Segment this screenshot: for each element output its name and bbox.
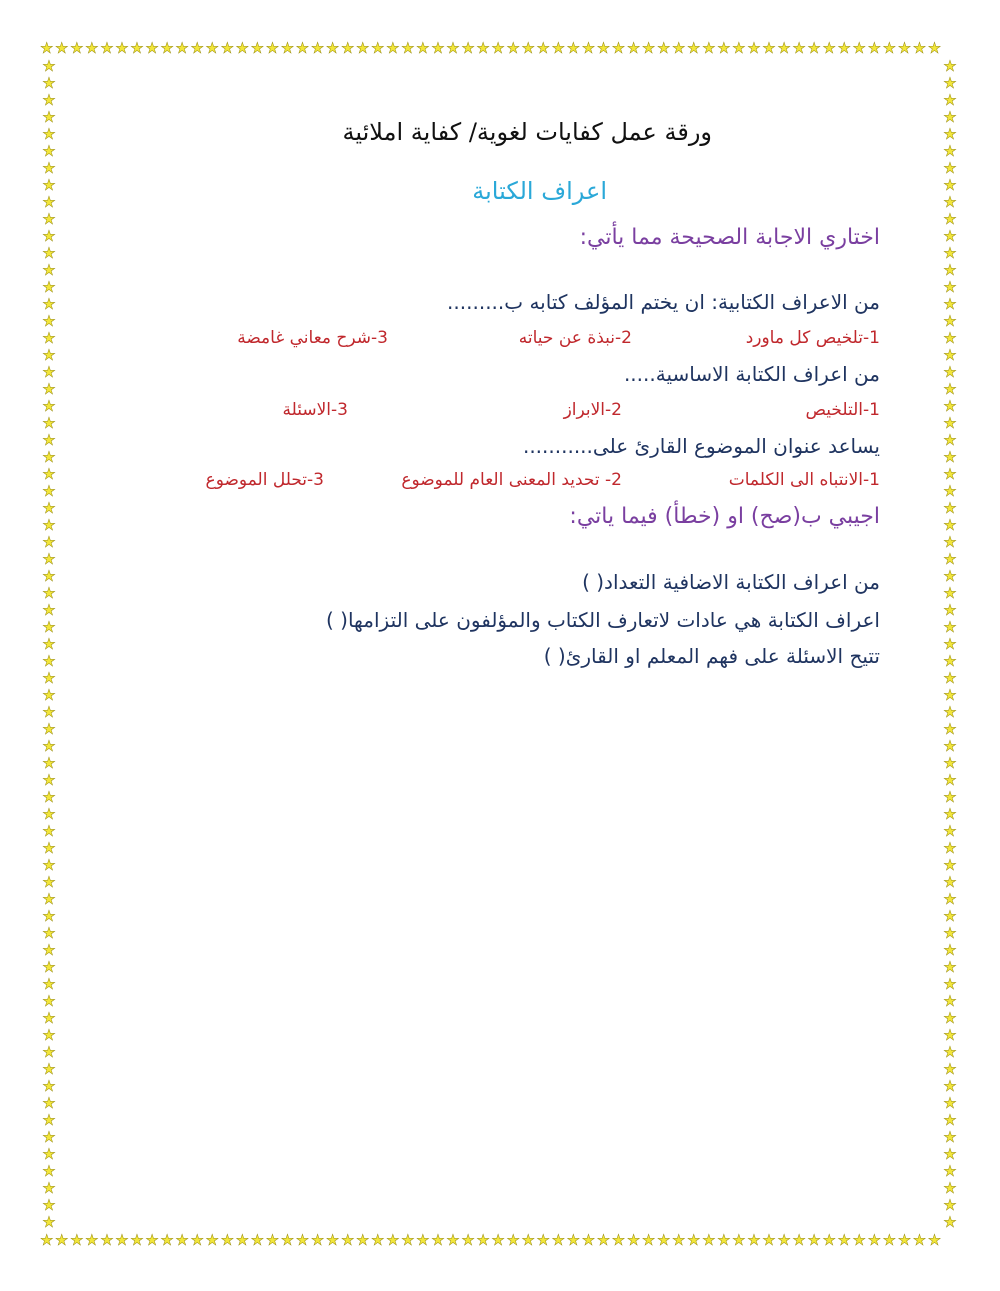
question-1-option-3: 3-شرح معاني غامضة — [237, 328, 388, 348]
statement-2: اعراف الكتابة هي عادات لاتعارف الكتاب والمؤلفون على التزامها( ) — [325, 608, 880, 632]
question-1: من الاعراف الكتابية: ان يختم المؤلف كتابه ب......... — [447, 290, 880, 314]
worksheet-subtitle: اعراف الكتابة — [472, 177, 607, 205]
instruction-true-false: اجيبي ب(صح) او (خطأ) فيما ياتي: — [569, 504, 880, 529]
question-3-option-2: 2- تحديد المعنى العام للموضوع — [401, 470, 622, 490]
star-border-right: ★★★★★★★★★★★★★★★★★★★★★★★★★★★★★★★★★★★★★★★★★★★★★★★★★★★★★★★★★★★★★★★★★★★★★ — [943, 58, 957, 1230]
question-3: يساعد عنوان الموضوع القارئ على........... — [522, 434, 880, 458]
question-2-option-2: 2-الابراز — [563, 400, 622, 420]
question-3-option-3: 3-تحلل الموضوع — [205, 470, 324, 490]
star-border-bottom: ★★★★★★★★★★★★★★★★★★★★★★★★★★★★★★★★★★★★★★★★★★★★★★★★★★★★★★★★★★★★ — [40, 1232, 943, 1249]
question-3-option-1: 1-الانتباه الى الكلمات — [728, 470, 880, 490]
question-1-option-2: 2-نبذة عن حياته — [518, 328, 632, 348]
statement-1: من اعراف الكتابة الاضافية التعداد( ) — [582, 570, 880, 594]
star-border-left: ★★★★★★★★★★★★★★★★★★★★★★★★★★★★★★★★★★★★★★★★★★★★★★★★★★★★★★★★★★★★★★★★★★★★★ — [42, 58, 56, 1230]
statement-3: تتيح الاسئلة على فهم المعلم او القارئ( ) — [543, 644, 880, 668]
instruction-multiple-choice: اختاري الاجابة الصحيحة مما يأتي: — [579, 225, 880, 250]
question-1-option-1: 1-تلخيص كل ماورد — [745, 328, 880, 348]
star-border-top: ★★★★★★★★★★★★★★★★★★★★★★★★★★★★★★★★★★★★★★★★★★★★★★★★★★★★★★★★★★★★ — [40, 40, 943, 57]
question-2-option-3: 3-الاسئلة — [282, 400, 348, 420]
question-2: من اعراف الكتابة الاساسية..... — [623, 362, 880, 386]
question-2-option-1: 1-التلخيص — [805, 400, 880, 420]
worksheet-title: ورقة عمل كفايات لغوية/ كفاية املائية — [342, 118, 712, 146]
